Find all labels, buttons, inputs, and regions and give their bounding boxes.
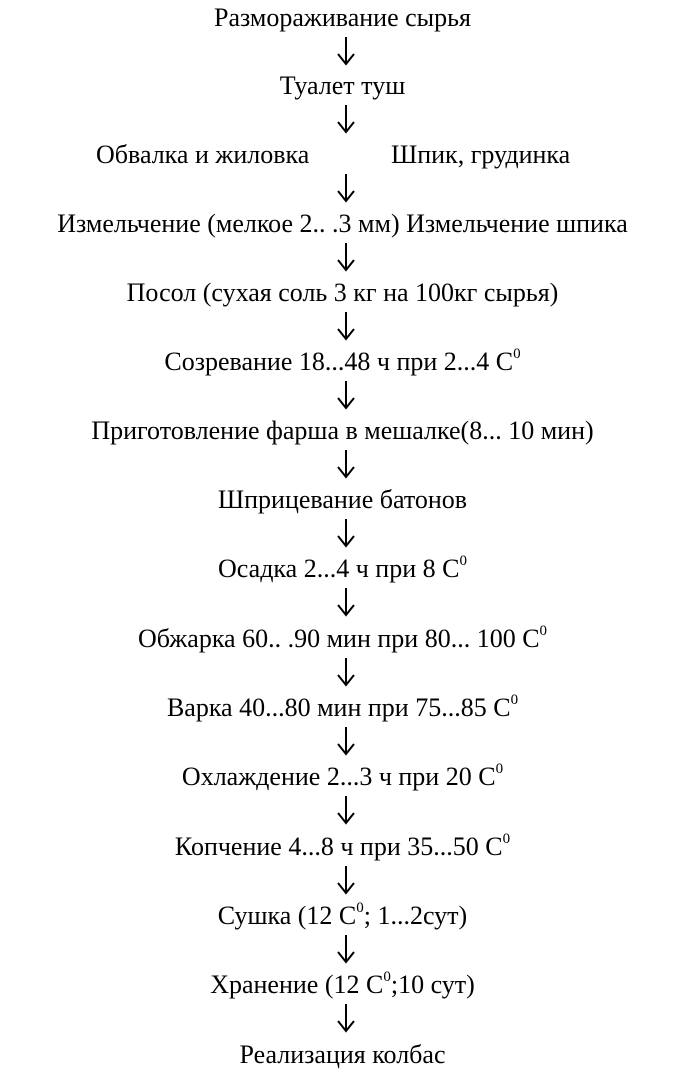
step-thawing-label: Размораживание сырья (214, 3, 471, 32)
down-arrow-icon (336, 1003, 356, 1033)
step-deboning-label: Обвалка и жиловка (96, 140, 310, 169)
down-arrow-icon (336, 380, 356, 410)
step-storage-label: Хранение (12 С (210, 970, 384, 999)
degree-sup: 0 (383, 969, 391, 986)
down-arrow-icon (336, 587, 356, 617)
step-sales (0, 1040, 685, 1070)
degree-sup: 0 (356, 900, 364, 917)
step-mince-preparation (0, 416, 685, 446)
step-storage (0, 970, 685, 1000)
step-stuffing-label: Шприцевание батонов (217, 485, 468, 514)
down-arrow-icon (336, 311, 356, 341)
step-fatback-label: Шпик, грудинка (391, 140, 571, 169)
down-arrow-icon (336, 795, 356, 825)
step-grinding-label: Измельчение (мелкое 2.. .3 мм) Измельчение шпика (57, 209, 628, 238)
step-roasting (0, 624, 685, 654)
down-arrow-icon (336, 726, 356, 756)
step-carcass-toilet-label: Туалет туш (279, 71, 406, 100)
step-drying-label: Сушка (12 С (217, 901, 357, 930)
step-cooking-label: Варка 40...80 мин при 75...85 С (166, 693, 511, 722)
step-smoking (0, 832, 685, 862)
degree-sup: 0 (510, 692, 519, 709)
step-drying-post: ; 1...2сут) (363, 901, 468, 930)
down-arrow-icon (336, 518, 356, 548)
degree-sup: 0 (502, 831, 511, 848)
down-arrow-icon (336, 865, 356, 895)
step-cooking (0, 693, 685, 723)
step-storage-post: ;10 сут) (390, 970, 475, 999)
degree-sup: 0 (495, 761, 504, 778)
step-maturation (0, 347, 685, 377)
down-arrow-icon (336, 242, 356, 272)
down-arrow-icon (336, 934, 356, 964)
down-arrow-icon (336, 104, 356, 134)
step-cooling (0, 762, 685, 792)
down-arrow-icon (336, 173, 356, 203)
step-drying (0, 901, 685, 931)
step-salting-label: Посол (сухая соль 3 кг на 100кг сырья) (126, 278, 559, 307)
step-settling-label: Осадка 2...4 ч при 8 С (218, 554, 460, 583)
step-cooling-label: Охлаждение 2...3 ч при 20 С (181, 762, 496, 791)
degree-sup: 0 (513, 346, 521, 363)
step-stuffing (0, 485, 685, 515)
step-maturation-label: Созревание 18...48 ч при 2...4 С (164, 347, 514, 376)
step-roasting-label: Обжарка 60.. .90 мин при 80... 100 С (137, 624, 540, 653)
step-mince-preparation-label: Приготовление фарша в мешалке(8... 10 мин) (91, 416, 594, 445)
step-sales-label: Реализация колбас (239, 1040, 446, 1069)
down-arrow-icon (336, 449, 356, 479)
degree-sup: 0 (539, 623, 548, 640)
step-settling (0, 554, 685, 584)
down-arrow-icon (336, 36, 356, 66)
step-grinding (0, 209, 685, 239)
step-salting (0, 278, 685, 308)
down-arrow-icon (336, 657, 356, 687)
step-carcass-toilet (0, 71, 685, 101)
step-smoking-label: Копчение 4...8 ч при 35...50 С (174, 832, 503, 861)
degree-sup: 0 (459, 553, 467, 570)
step-thawing (0, 3, 685, 33)
